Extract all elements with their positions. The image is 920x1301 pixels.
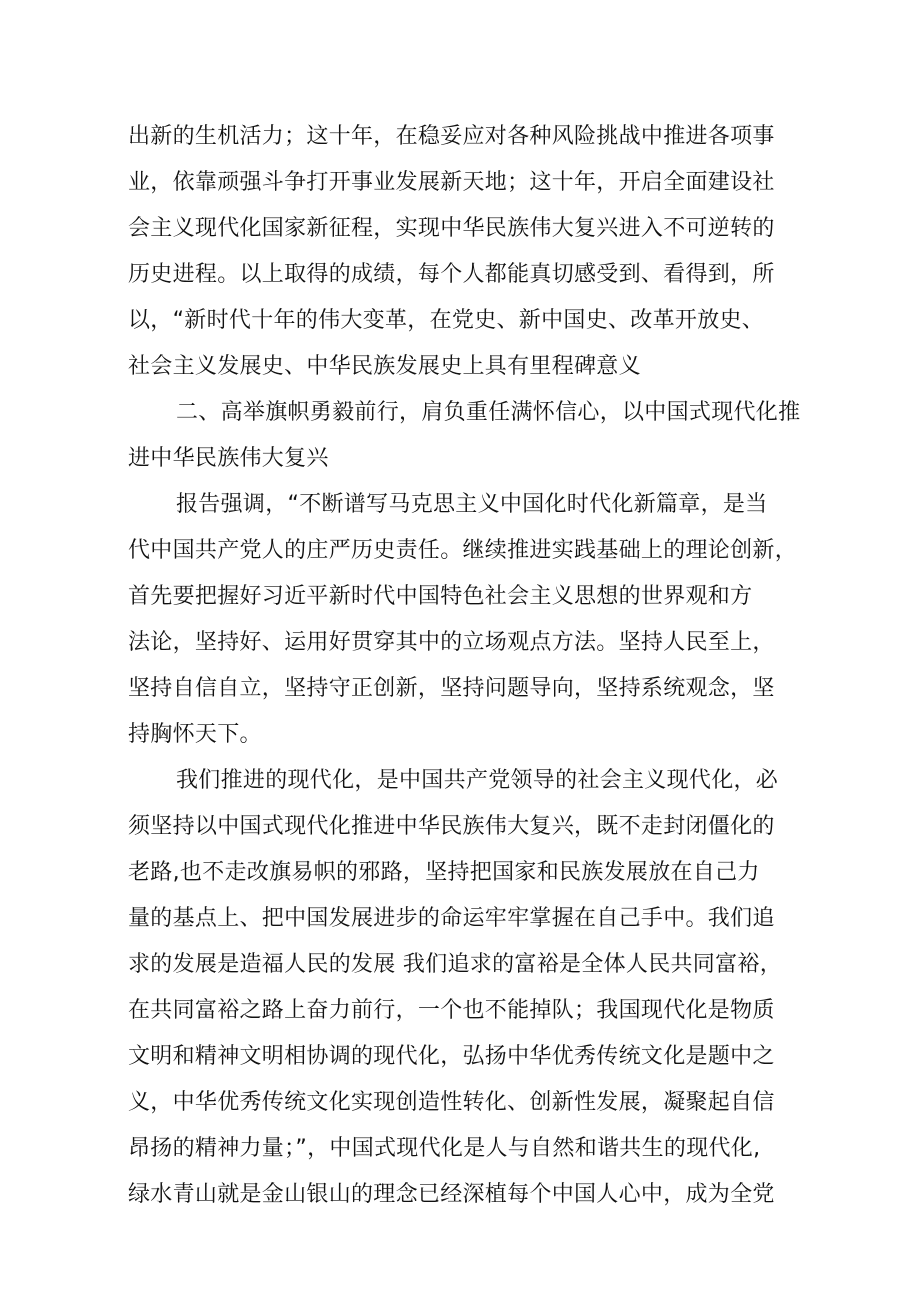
text-line: 代中国共产党人的庄严历史责任。继续推进实践基础上的理论创新， <box>128 538 798 563</box>
text-line: 坚持自信自立，坚持守正创新，坚持问题导向，坚持系统观念，坚 <box>128 676 775 701</box>
section-heading-line: 进中华民族伟大复兴 <box>128 446 329 471</box>
text-line: 报告强调，“不断谱写马克思主义中国化时代化新篇章，是当 <box>176 492 768 517</box>
text-line: 以，“新时代十年的伟大变革，在党史、新中国史、改革开放史、 <box>128 308 765 333</box>
text-line: 出新的生机活力；这十年，在稳妥应对各种风险挑战中推进各项事 <box>128 124 775 149</box>
section-heading-line: 二、高举旗帜勇毅前行，肩负重任满怀信心，以中国式现代化推 <box>176 400 801 425</box>
text-line: 历史进程。以上取得的成绩，每个人都能真切感受到、看得到，所 <box>128 262 775 287</box>
text-line: 量的基点上、把中国发展进步的命运牢牢掌握在自己手中。我们追 <box>128 906 775 931</box>
text-line: 求的发展是造福人民的发展 我们追求的富裕是全体人民共同富裕， <box>128 952 782 977</box>
text-line: 社会主义发展史、中华民族发展史上具有里程碑意义 <box>128 354 641 379</box>
text-line: 会主义现代化国家新征程，实现中华民族伟大复兴进入不可逆转的 <box>128 216 775 241</box>
text-line: 昂扬的精神力量；”，中国式现代化是人与自然和谐共生的现代化, <box>128 1136 761 1161</box>
text-line: 义，中华优秀传统文化实现创造性转化、创新性发展，凝聚起自信 <box>128 1090 775 1115</box>
text-line: 首先要把握好习近平新时代中国特色社会主义思想的世界观和方 <box>128 584 753 609</box>
text-line: 在共同富裕之路上奋力前行，一个也不能掉队；我国现代化是物质 <box>128 998 775 1023</box>
text-line: 业，依靠顽强斗争打开事业发展新天地；这十年，开启全面建设社 <box>128 170 775 195</box>
text-line: 须坚持以中国式现代化推进中华民族伟大复兴，既不走封闭僵化的 <box>128 814 775 839</box>
text-line: 法论，坚持好、运用好贯穿其中的立场观点方法。坚持人民至上， <box>128 630 775 655</box>
text-line: 文明和精神文明相协调的现代化，弘扬中华优秀传统文化是题中之 <box>128 1044 775 1069</box>
text-line: 持胸怀天下。 <box>128 722 262 747</box>
text-line: 我们推进的现代化，是中国共产党领导的社会主义现代化，必 <box>176 768 779 793</box>
text-line: 绿水青山就是金山银山的理念已经深植每个中国人心中，成为全党 <box>128 1182 775 1207</box>
text-line: 老路,也不走改旗易帜的邪路，坚持把国家和民族发展放在自己力 <box>128 860 760 885</box>
